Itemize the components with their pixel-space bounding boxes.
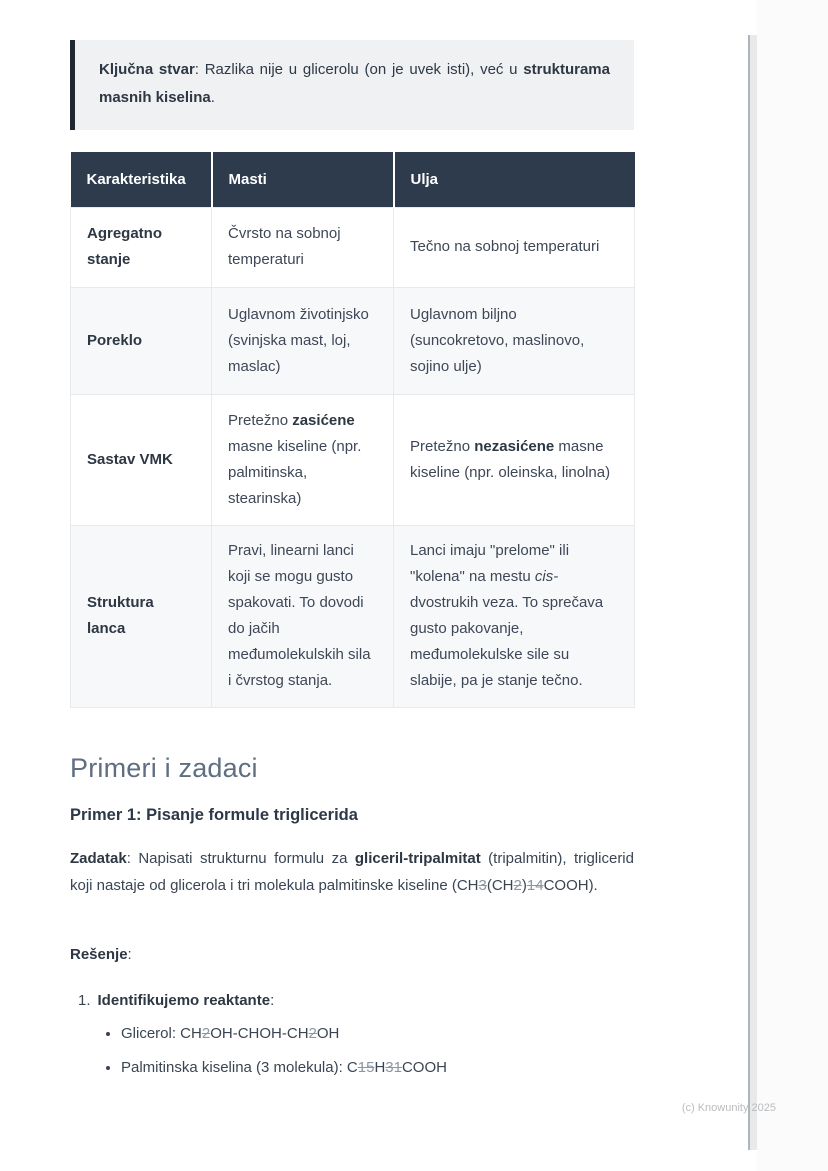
text-segment: masne kiseline (npr. oleinska, linolna): [410, 437, 611, 481]
task-paragraph: [70, 845, 634, 899]
text-segment: Pretežno: [410, 437, 475, 455]
solution-label: [70, 941, 132, 968]
column-header: Karakteristika: [71, 152, 212, 207]
text-segment: Uglavnom životinjsko (svinjska mast, loj, maslac): [228, 305, 369, 375]
text-segment: COOH: [401, 1059, 447, 1076]
text-segment: dvostrukih veza. To sprečava gusto pakovanje, međumolekulske sile su slabije, pa je stanje tečno.: [410, 594, 604, 689]
text-segment: 2: [201, 1025, 211, 1042]
text-segment: : Razlika nije u glicerolu (on je uvek isti), već u: [194, 61, 524, 78]
text-segment: Uglavnom biljno (suncokretovo, maslinovo, sojino ulje): [410, 305, 585, 375]
text-segment: 2: [308, 1025, 317, 1042]
section-title: Primeri i zadaci: [70, 753, 258, 783]
masti-cell: [212, 525, 394, 707]
text-segment: Lanci imaju "prelome" ili "kolena" na mestu: [410, 542, 570, 585]
text-segment: .: [210, 89, 215, 106]
text-segment: 14: [526, 877, 544, 894]
text-segment: nezasićene: [474, 437, 555, 455]
text-segment: (CH: [486, 877, 514, 894]
row-label-cell: Struktura lanca: [71, 525, 212, 707]
row-label-cell: Sastav VMK: [71, 394, 212, 525]
text-segment: Ključna stvar: [99, 61, 195, 78]
text-segment: Tečno na sobnoj temperaturi: [410, 238, 600, 255]
table-row: [71, 207, 635, 287]
table-row: [71, 394, 635, 525]
step-number: 1.: [78, 992, 91, 1009]
text-segment: 3: [478, 877, 487, 894]
text-segment: Rešenje: [70, 946, 128, 963]
list-item: [121, 1058, 447, 1078]
row-label-cell: Agregatno stanje: [71, 207, 212, 287]
callout-text: [99, 56, 610, 112]
text-segment: gliceril-tripalmitat: [354, 850, 481, 867]
reactants-list: [103, 1024, 447, 1092]
text-segment: Glicerol: CH: [121, 1025, 202, 1042]
header-row: [71, 152, 635, 207]
ulja-cell: [394, 207, 635, 287]
text-segment: strukturama masnih kiselina: [99, 61, 610, 106]
column-header: Masti: [212, 152, 394, 207]
text-segment: zasićene: [292, 411, 355, 429]
viewer-gutter: [757, 0, 828, 1171]
text-segment: OH-CHOH-CH: [210, 1025, 309, 1042]
text-segment: OH: [316, 1025, 340, 1042]
table-row: [71, 525, 635, 707]
text-segment: Identifikujemo reaktante: [97, 992, 271, 1009]
row-label-cell: Poreklo: [71, 287, 212, 394]
text-segment: 2: [513, 877, 522, 894]
text-segment: Zadatak: [70, 850, 127, 867]
text-segment: :: [127, 946, 132, 963]
copyright-text: (c) Knowunity 2025: [681, 1102, 776, 1114]
text-segment: H: [374, 1059, 386, 1076]
text-segment: Palmitinska kiselina (3 molekula): C: [121, 1059, 358, 1076]
text-segment: Pretežno: [228, 411, 293, 429]
text-segment: COOH).: [543, 877, 598, 894]
text-segment: (tripalmitin), triglicerid koji nastaje od glicerola i tri molekula palmitinske kiseline (CH: [70, 850, 634, 894]
list-item: [121, 1024, 447, 1044]
text-segment: ): [521, 877, 527, 894]
ulja-cell: [394, 394, 635, 525]
masti-cell: [212, 207, 394, 287]
text-segment: 15: [357, 1059, 375, 1076]
text-segment: masne kiseline (npr. palmitinska, stearinska): [228, 437, 362, 507]
text-segment: cis-: [534, 568, 559, 585]
masti-cell: [212, 394, 394, 525]
step-text: [98, 992, 275, 1009]
scrollbar-thumb[interactable]: [748, 35, 757, 1150]
text-segment: : Napisati strukturnu formulu za: [126, 850, 355, 867]
column-header: Ulja: [394, 152, 635, 207]
table-row: [71, 287, 635, 394]
key-point-callout: [70, 40, 634, 130]
solution-step-1: [78, 991, 274, 1011]
text-segment: :: [270, 992, 275, 1009]
text-segment: Čvrsto na sobnoj temperaturi: [228, 225, 341, 268]
text-segment: Pravi, linearni lanci koji se mogu gusto spakovati. To dovodi do jačih međumolekulskih sila i čvrstog stanja.: [228, 542, 371, 689]
example-title: Primer 1: Pisanje formule triglicerida: [70, 806, 358, 824]
masti-cell: [212, 287, 394, 394]
ulja-cell: [394, 287, 635, 394]
text-segment: 31: [385, 1059, 402, 1076]
ulja-cell: [394, 525, 635, 707]
fats-oils-comparison-table: [70, 152, 635, 708]
